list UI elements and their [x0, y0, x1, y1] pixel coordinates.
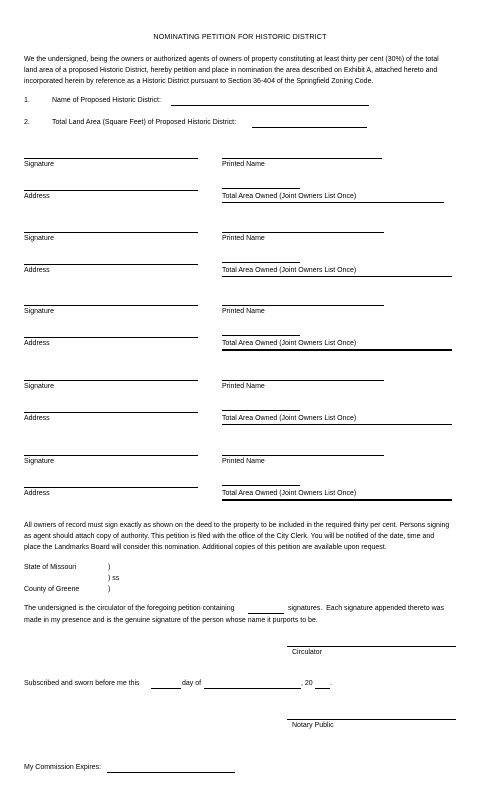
address-field[interactable]: [24, 487, 198, 488]
commission-label: My Commission Expires:: [24, 764, 102, 771]
signature-field[interactable]: [24, 455, 198, 456]
printed-name-field[interactable]: [222, 158, 382, 159]
address-field[interactable]: [24, 412, 198, 413]
signature-label: Signature: [24, 308, 54, 315]
signature-label: Signature: [24, 458, 54, 465]
total-area-underline: [222, 424, 452, 425]
total-area-underline: [222, 202, 444, 203]
address-label: Address: [24, 267, 50, 274]
printed-name-field[interactable]: [222, 232, 384, 233]
notary-label: Notary Public: [292, 722, 334, 729]
address-label: Address: [24, 415, 50, 422]
page-title: NOMINATING PETITION FOR HISTORIC DISTRICT: [153, 32, 327, 41]
sworn-part2: day of: [182, 680, 202, 687]
total-area-label: Total Area Owned (Joint Owners List Once): [222, 267, 357, 274]
notary-signature-field[interactable]: [287, 719, 456, 720]
venue-paren: ): [108, 586, 111, 593]
venue-paren: ): [108, 564, 111, 571]
printed-name-label: Printed Name: [222, 458, 265, 465]
printed-name-field[interactable]: [222, 455, 384, 456]
circulator-statement-part2a: signatures. Each signature appended thereto was: [288, 605, 445, 612]
item-1-number: 1.: [24, 97, 30, 104]
sworn-month-field[interactable]: [204, 688, 301, 689]
printed-name-label: Printed Name: [222, 161, 265, 168]
total-area-underline: [222, 499, 452, 501]
intro-paragraph: We the undersigned, being the owners or authorized agents of owners of property constituting at least thirty per cent (30%) of the total land area of a proposed Historic District, hereby petition and place in nomination the area described on Exhibit A, attached hereto and incorporated herein by reference as a Historic District pursuant to Section 36-404 of the Springfield Zoning Code.: [24, 56, 439, 85]
venue-county: County of Greene: [24, 586, 80, 593]
sworn-day-field[interactable]: [151, 688, 181, 689]
signature-field[interactable]: [24, 380, 198, 381]
total-area-field[interactable]: [222, 188, 300, 189]
circulator-statement-part2b: made in my presence and is the genuine signature of the person whose name it purports to be.: [24, 617, 318, 624]
address-field[interactable]: [24, 337, 198, 338]
total-area-label: Total Area Owned (Joint Owners List Once): [222, 193, 357, 200]
total-area-field[interactable]: [222, 335, 300, 336]
signature-count-field[interactable]: [248, 613, 284, 614]
circulator-signature-field[interactable]: [287, 646, 456, 647]
venue-state: State of Missouri: [24, 564, 77, 571]
address-label: Address: [24, 490, 50, 497]
item-2-label: Total Land Area (Square Feet) of Proposed Historic District:: [52, 119, 237, 126]
address-field[interactable]: [24, 190, 198, 191]
total-area-label: Total Area Owned (Joint Owners List Once): [222, 415, 357, 422]
notice-paragraph: All owners of record must sign exactly as shown on the deed to the property to be included in the required thirty per cent. Persons signing as agent should attach copy of authority. This petition is filed with the office of the City Clerk. You will be notified of the date, time and place the Landmarks Board will consider this nomination. Additional copies of this petition are available upon request.: [24, 522, 450, 551]
district-name-field[interactable]: [171, 105, 369, 106]
address-field[interactable]: [24, 264, 198, 265]
sworn-part1: Subscribed and sworn before me this: [24, 680, 140, 687]
total-area-underline: [222, 349, 452, 351]
item-1-label: Name of Proposed Historic District:: [52, 97, 161, 104]
printed-name-field[interactable]: [222, 305, 384, 306]
sworn-part3: , 20: [301, 680, 313, 687]
sworn-year-field[interactable]: [315, 688, 330, 689]
total-area-field[interactable]: [222, 410, 300, 411]
signature-label: Signature: [24, 161, 54, 168]
printed-name-label: Printed Name: [222, 235, 265, 242]
total-area-label: Total Area Owned (Joint Owners List Once): [222, 490, 357, 497]
signature-field[interactable]: [24, 232, 198, 233]
signature-field[interactable]: [24, 305, 198, 306]
signature-field[interactable]: [24, 158, 198, 159]
printed-name-label: Printed Name: [222, 383, 265, 390]
commission-expires-field[interactable]: [107, 772, 235, 773]
signature-label: Signature: [24, 383, 54, 390]
printed-name-label: Printed Name: [222, 308, 265, 315]
total-land-area-field[interactable]: [252, 127, 367, 128]
signature-label: Signature: [24, 235, 54, 242]
item-2-number: 2.: [24, 119, 30, 126]
total-area-underline: [222, 276, 452, 277]
total-area-field[interactable]: [222, 262, 300, 263]
sworn-part4: .: [330, 680, 332, 687]
printed-name-field[interactable]: [222, 380, 384, 381]
address-label: Address: [24, 340, 50, 347]
circulator-statement-part1: The undersigned is the circulator of the foregoing petition containing: [24, 605, 235, 612]
address-label: Address: [24, 193, 50, 200]
circulator-label: Circulator: [292, 649, 322, 656]
total-area-label: Total Area Owned (Joint Owners List Once): [222, 340, 357, 347]
venue-ss: ) ss: [108, 575, 120, 582]
total-area-field[interactable]: [222, 485, 300, 486]
